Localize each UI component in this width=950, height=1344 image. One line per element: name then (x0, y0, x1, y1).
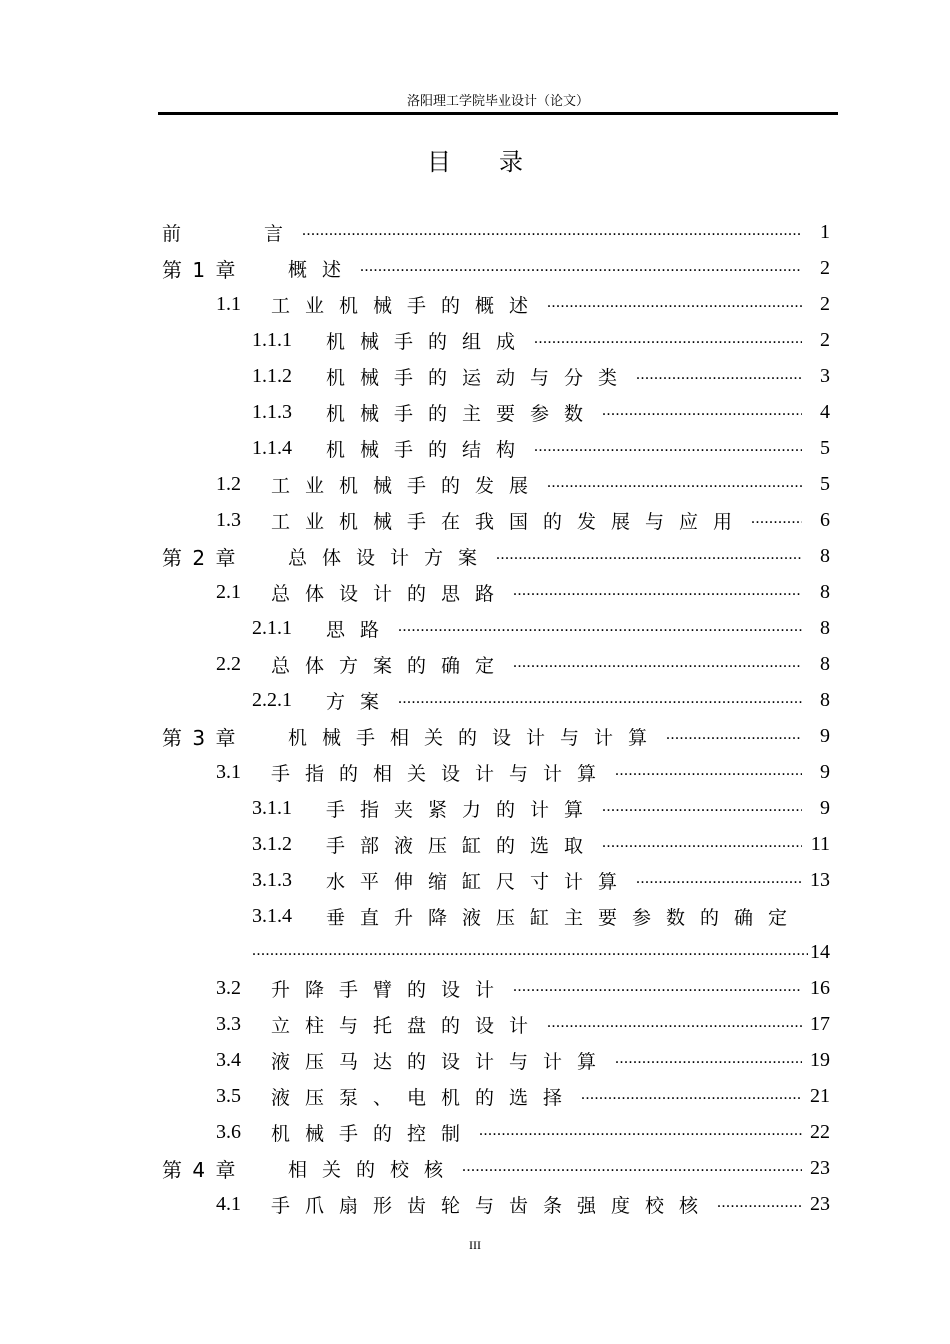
toc-leader-dots (547, 1012, 802, 1036)
toc-entry-page: 5 (820, 436, 830, 459)
toc-entry-number: 1.1.4 (252, 436, 292, 459)
toc-entry-number: 3.3 (216, 1012, 241, 1035)
toc-leader-dots (496, 544, 802, 568)
toc-entry-page: 16 (810, 976, 830, 999)
toc-leader-dots (302, 220, 802, 244)
toc-entry[interactable] (216, 1008, 830, 1040)
toc-entry-page: 8 (820, 580, 830, 603)
toc-entry[interactable] (162, 1152, 830, 1184)
toc-entry-label: 总体设计的思路 (271, 582, 510, 605)
toc-entry-label: 方案 (326, 690, 395, 713)
toc-entry-number: 3.5 (216, 1084, 241, 1107)
toc-leader-dots (479, 1120, 802, 1144)
toc-entry-number: 1.1 (216, 292, 241, 315)
toc-leader-dots (547, 292, 802, 316)
toc-entry-page: 8 (820, 652, 830, 675)
toc-entry-page: 2 (820, 328, 830, 351)
toc-entry-label: 液压马达的设计与计算 (271, 1050, 612, 1073)
toc-entry[interactable] (252, 324, 830, 356)
toc-entry[interactable] (252, 864, 830, 896)
toc-entry[interactable] (252, 900, 830, 932)
toc-entry-page: 11 (810, 832, 830, 855)
header-rule (158, 112, 838, 115)
toc-leader-dots (602, 832, 802, 856)
toc-entry-label: 机械手的组成 (326, 330, 531, 353)
toc-leader-dots (666, 724, 802, 748)
toc-entry[interactable] (216, 648, 830, 680)
toc-entry[interactable] (252, 612, 830, 644)
toc-entry-number: 2.2 (216, 652, 241, 675)
toc-leader-dots (252, 940, 808, 964)
toc-entry-page: 8 (820, 688, 830, 711)
toc-leader-dots (751, 508, 802, 532)
toc-leader-dots (398, 616, 802, 640)
toc-entry[interactable] (216, 1080, 830, 1112)
toc-entry-number: 2.2.1 (252, 688, 292, 711)
toc-entry-number: 1.1.3 (252, 400, 292, 423)
toc-leader-dots (513, 652, 802, 676)
toc-entry[interactable] (162, 252, 830, 284)
toc-entry-number: 2.1 (216, 580, 241, 603)
toc-entry-label: 思路 (326, 618, 395, 641)
toc-leader-dots (615, 760, 802, 784)
toc-entry-page: 23 (810, 1156, 830, 1179)
toc-entry-number: 第 4 章 (162, 1157, 236, 1182)
toc-entry-page: 8 (820, 616, 830, 639)
toc-entry-continuation[interactable] (252, 936, 830, 968)
toc-entry[interactable] (216, 972, 830, 1004)
toc-entry-label: 前 言 (162, 222, 299, 245)
toc-entry-label: 总体设计方案 (288, 546, 493, 569)
toc-entry[interactable] (162, 720, 830, 752)
toc-leader-dots (398, 688, 802, 712)
toc-entry-label: 立柱与托盘的设计 (271, 1014, 544, 1037)
toc-title: 目录 (427, 148, 571, 176)
toc-entry-number: 第 3 章 (162, 725, 236, 750)
toc-entry-label: 手爪扇形齿轮与齿条强度校核 (271, 1194, 714, 1217)
toc-entry[interactable] (252, 684, 830, 716)
toc-entry[interactable] (252, 396, 830, 428)
toc-entry-page: 1 (820, 220, 830, 243)
toc-entry-page: 2 (820, 292, 830, 315)
toc-entry[interactable] (216, 468, 830, 500)
toc-entry-label: 手部液压缸的选取 (326, 834, 599, 857)
toc-leader-dots (602, 400, 802, 424)
toc-leader-dots (636, 868, 802, 892)
toc-entry-page: 2 (820, 256, 830, 279)
toc-entry-page: 4 (820, 400, 830, 423)
toc-entry-page: 14 (810, 940, 830, 963)
toc-leader-dots (462, 1156, 802, 1180)
toc-entry-page: 9 (820, 760, 830, 783)
toc-entry-page: 9 (820, 724, 830, 747)
toc-entry-label: 机械手相关的设计与计算 (288, 726, 663, 749)
toc-entry-label: 工业机械手的发展 (271, 474, 544, 497)
toc-entry-label: 总体方案的确定 (271, 654, 510, 677)
toc-leader-dots (360, 256, 802, 280)
toc-entry-number: 1.2 (216, 472, 241, 495)
toc-entry[interactable] (216, 1188, 830, 1220)
running-header: 洛阳理工学院毕业设计（论文） (406, 94, 589, 109)
toc-leader-dots (636, 364, 802, 388)
toc-entry[interactable] (252, 432, 830, 464)
toc-entry-label: 垂直升降液压缸主要参数的确定 (326, 906, 803, 929)
toc-entry-number: 2.1.1 (252, 616, 292, 639)
toc-entry-label: 手指的相关设计与计算 (271, 762, 612, 785)
toc-entry-page: 13 (810, 868, 830, 891)
toc-entry[interactable] (216, 504, 830, 536)
toc-entry-label: 机械手的主要参数 (326, 402, 599, 425)
toc-entry[interactable] (162, 540, 830, 572)
toc-entry-page: 21 (810, 1084, 830, 1107)
toc-entry-number: 3.2 (216, 976, 241, 999)
page-number: III (469, 1238, 481, 1252)
toc-entry-number: 3.4 (216, 1048, 241, 1071)
toc-entry-label: 相关的校核 (288, 1158, 459, 1181)
toc-leader-dots (717, 1192, 802, 1216)
toc-entry-number: 3.1.4 (252, 904, 292, 927)
toc-entry-page: 6 (820, 508, 830, 531)
toc-entry-label: 液压泵、电机的选择 (271, 1086, 578, 1109)
toc-entry-number: 3.1.1 (252, 796, 292, 819)
toc-entry-number: 4.1 (216, 1192, 241, 1215)
toc-leader-dots (615, 1048, 802, 1072)
toc-entry-label: 工业机械手的概述 (271, 294, 544, 317)
toc-leader-dots (513, 580, 802, 604)
toc-entry[interactable] (252, 828, 830, 860)
toc-entry-number: 1.3 (216, 508, 241, 531)
toc-entry[interactable] (216, 288, 830, 320)
toc-entry-label: 机械手的控制 (271, 1122, 476, 1145)
toc-entry-label: 机械手的结构 (326, 438, 531, 461)
toc-entry[interactable] (216, 1116, 830, 1148)
toc-entry-number: 3.1 (216, 760, 241, 783)
toc-entry-page: 9 (820, 796, 830, 819)
toc-entry-label: 工业机械手在我国的发展与应用 (271, 510, 748, 533)
toc-entry-label: 概述 (288, 258, 357, 281)
toc-entry-page: 22 (810, 1120, 830, 1143)
toc-entry[interactable] (252, 792, 830, 824)
toc-entry-number: 第 2 章 (162, 545, 236, 570)
toc-entry[interactable] (216, 756, 830, 788)
toc-entry-page: 23 (810, 1192, 830, 1215)
toc-entry[interactable] (216, 1044, 830, 1076)
toc-entry-number: 1.1.1 (252, 328, 292, 351)
toc-entry-page: 5 (820, 472, 830, 495)
toc-leader-dots (602, 796, 802, 820)
toc-entry-label: 机械手的运动与分类 (326, 366, 633, 389)
toc-leader-dots (581, 1084, 802, 1108)
toc-leader-dots (547, 472, 802, 496)
toc-entry-number: 3.1.2 (252, 832, 292, 855)
toc-entry[interactable] (216, 576, 830, 608)
toc-leader-dots (534, 436, 802, 460)
toc-entry-number: 第 1 章 (162, 257, 236, 282)
toc-entry-label: 手指夹紧力的计算 (326, 798, 599, 821)
toc-entry-page: 8 (820, 544, 830, 567)
toc-entry[interactable] (162, 216, 830, 248)
toc-entry-number: 1.1.2 (252, 364, 292, 387)
toc-leader-dots (534, 328, 802, 352)
toc-entry-label: 水平伸缩缸尺寸计算 (326, 870, 633, 893)
toc-entry[interactable] (252, 360, 830, 392)
toc-entry-number: 3.6 (216, 1120, 241, 1143)
toc-entry-page: 3 (820, 364, 830, 387)
toc-entry-number: 3.1.3 (252, 868, 292, 891)
toc-entry-page: 19 (810, 1048, 830, 1071)
toc-entry-label: 升降手臂的设计 (271, 978, 510, 1001)
toc-entry-page: 17 (810, 1012, 830, 1035)
toc-leader-dots (513, 976, 802, 1000)
